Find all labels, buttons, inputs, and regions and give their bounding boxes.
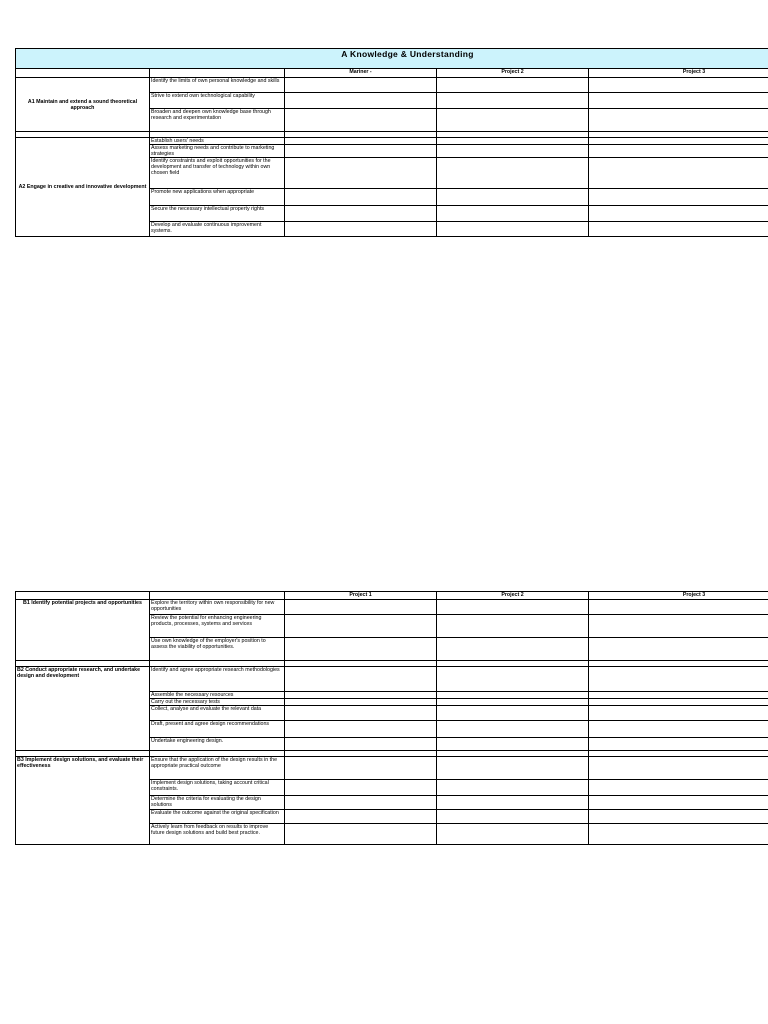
- item-text: Promote new applications when appropriate: [150, 189, 285, 206]
- header-col-1: Mariner -: [285, 69, 437, 78]
- cell-project-1[interactable]: [285, 721, 437, 738]
- cell-project-2[interactable]: [437, 158, 589, 189]
- header-row: [16, 592, 768, 600]
- cell-project-1[interactable]: [285, 158, 437, 189]
- cell-project-1[interactable]: [285, 796, 437, 810]
- cell-project-2[interactable]: [437, 692, 589, 699]
- cell-project-1[interactable]: [285, 615, 437, 638]
- cell-project-2[interactable]: [437, 78, 589, 93]
- item-text: Explore the territory within own responsibility for new opportunities: [150, 600, 285, 615]
- cell-project-3[interactable]: [589, 810, 768, 824]
- cell-project-3[interactable]: [589, 615, 768, 638]
- item-text: Develop and evaluate continuous improvement systems.: [150, 222, 285, 237]
- item-text: Actively learn from feedback on results to improve future design solutions and build best practice.: [150, 824, 285, 845]
- cell-project-1[interactable]: [285, 810, 437, 824]
- cell-project-2[interactable]: [437, 796, 589, 810]
- cell-project-3[interactable]: [589, 796, 768, 810]
- cell-project-3[interactable]: [589, 109, 768, 132]
- cell-project-2[interactable]: [437, 638, 589, 661]
- group-label-b1: B1 Identify potential projects and opportunities: [16, 600, 150, 661]
- item-text: Broaden and deepen own knowledge base through research and experimentation: [150, 109, 285, 132]
- table-row: [16, 667, 768, 692]
- item-text: Secure the necessary intellectual property rights: [150, 206, 285, 222]
- cell-project-3[interactable]: [589, 738, 768, 751]
- item-text: Draft, present and agree design recommendations: [150, 721, 285, 738]
- cell-project-1[interactable]: [285, 824, 437, 845]
- group-label-a2: A2 Engage in creative and innovative development: [16, 138, 150, 237]
- cell-project-2[interactable]: [437, 738, 589, 751]
- cell-project-3[interactable]: [589, 706, 768, 721]
- item-text: Establish users' needs: [150, 138, 285, 145]
- table-row: [16, 138, 768, 145]
- cell-project-1[interactable]: [285, 780, 437, 796]
- cell-project-2[interactable]: [437, 138, 589, 145]
- item-text: Ensure that the application of the design results in the appropriate practical outcome: [150, 757, 285, 780]
- cell-project-2[interactable]: [437, 706, 589, 721]
- cell-project-3[interactable]: [589, 757, 768, 780]
- header-blank: [150, 592, 285, 600]
- item-text: Strive to extend own technological capability: [150, 93, 285, 109]
- item-text: Assess marketing needs and contribute to marketing strategies: [150, 145, 285, 158]
- item-text: Evaluate the outcome against the original specification: [150, 810, 285, 824]
- cell-project-2[interactable]: [437, 721, 589, 738]
- item-text: Implement design solutions, taking account critical constraints.: [150, 780, 285, 796]
- cell-project-2[interactable]: [437, 93, 589, 109]
- cell-project-1[interactable]: [285, 93, 437, 109]
- cell-project-1[interactable]: [285, 638, 437, 661]
- cell-project-3[interactable]: [589, 667, 768, 692]
- cell-project-2[interactable]: [437, 757, 589, 780]
- cell-project-3[interactable]: [589, 638, 768, 661]
- table-row: [16, 600, 768, 615]
- cell-project-3[interactable]: [589, 600, 768, 615]
- cell-project-3[interactable]: [589, 222, 768, 237]
- cell-project-3[interactable]: [589, 145, 768, 158]
- item-text: Review the potential for enhancing engineering products, processes, systems and services: [150, 615, 285, 638]
- cell-project-3[interactable]: [589, 721, 768, 738]
- item-text: Assemble the necessary resources: [150, 692, 285, 699]
- cell-project-2[interactable]: [437, 222, 589, 237]
- cell-project-3[interactable]: [589, 78, 768, 93]
- cell-project-2[interactable]: [437, 780, 589, 796]
- cell-project-3[interactable]: [589, 780, 768, 796]
- item-text: Undertake engineering design.: [150, 738, 285, 751]
- cell-project-1[interactable]: [285, 757, 437, 780]
- cell-project-1[interactable]: [285, 222, 437, 237]
- cell-project-1[interactable]: [285, 206, 437, 222]
- competence-table-b: [15, 591, 768, 845]
- cell-project-1[interactable]: [285, 145, 437, 158]
- cell-project-3[interactable]: [589, 692, 768, 699]
- cell-project-1[interactable]: [285, 189, 437, 206]
- cell-project-2[interactable]: [437, 667, 589, 692]
- cell-project-3[interactable]: [589, 93, 768, 109]
- cell-project-2[interactable]: [437, 699, 589, 706]
- cell-project-3[interactable]: [589, 138, 768, 145]
- header-col-2: Project 2: [437, 69, 589, 78]
- cell-project-2[interactable]: [437, 189, 589, 206]
- group-label-b3: B3 Implement design solutions, and evaluate their effectiveness: [16, 757, 150, 845]
- cell-project-1[interactable]: [285, 699, 437, 706]
- cell-project-3[interactable]: [589, 206, 768, 222]
- header-col-3: Project 3: [589, 69, 768, 78]
- cell-project-1[interactable]: [285, 78, 437, 93]
- item-text: Identify constraints and exploit opportunities for the development and transfer of technology within own chosen field: [150, 158, 285, 189]
- cell-project-1[interactable]: [285, 138, 437, 145]
- cell-project-3[interactable]: [589, 158, 768, 189]
- cell-project-1[interactable]: [285, 600, 437, 615]
- item-text: Collect, analyse and evaluate the relevant data: [150, 706, 285, 721]
- cell-project-2[interactable]: [437, 824, 589, 845]
- header-row: [16, 69, 768, 78]
- group-label-b2: B2 Conduct appropriate research, and undertake design and development: [16, 667, 150, 751]
- cell-project-2[interactable]: [437, 810, 589, 824]
- cell-project-1[interactable]: [285, 109, 437, 132]
- header-col-1: Project 1: [285, 592, 437, 600]
- section-title-row: [16, 49, 768, 69]
- cell-project-2[interactable]: [437, 615, 589, 638]
- cell-project-3[interactable]: [589, 699, 768, 706]
- group-label-a1: A1 Maintain and extend a sound theoretical approach: [16, 78, 150, 132]
- item-text: Identify the limits of own personal knowledge and skills: [150, 78, 285, 93]
- header-blank: [16, 592, 150, 600]
- cell-project-1[interactable]: [285, 692, 437, 699]
- cell-project-2[interactable]: [437, 109, 589, 132]
- cell-project-1[interactable]: [285, 706, 437, 721]
- header-col-3: Project 3: [589, 592, 768, 600]
- cell-project-1[interactable]: [285, 738, 437, 751]
- cell-project-3[interactable]: [589, 189, 768, 206]
- header-col-2: Project 2: [437, 592, 589, 600]
- header-blank: [16, 69, 150, 78]
- cell-project-2[interactable]: [437, 145, 589, 158]
- item-text: Identify and agree appropriate research methodologies: [150, 667, 285, 692]
- cell-project-2[interactable]: [437, 600, 589, 615]
- cell-project-2[interactable]: [437, 206, 589, 222]
- item-text: Determine the criteria for evaluating the design solutions: [150, 796, 285, 810]
- table-row: [16, 78, 768, 93]
- item-text: Carry out the necessary tests: [150, 699, 285, 706]
- item-text: Use own knowledge of the employer's position to assess the viability of opportunities.: [150, 638, 285, 661]
- competence-table-a: [15, 48, 768, 237]
- section-title: A Knowledge & Understanding: [16, 49, 768, 69]
- cell-project-1[interactable]: [285, 667, 437, 692]
- header-blank: [150, 69, 285, 78]
- cell-project-3[interactable]: [589, 824, 768, 845]
- table-row: [16, 757, 768, 780]
